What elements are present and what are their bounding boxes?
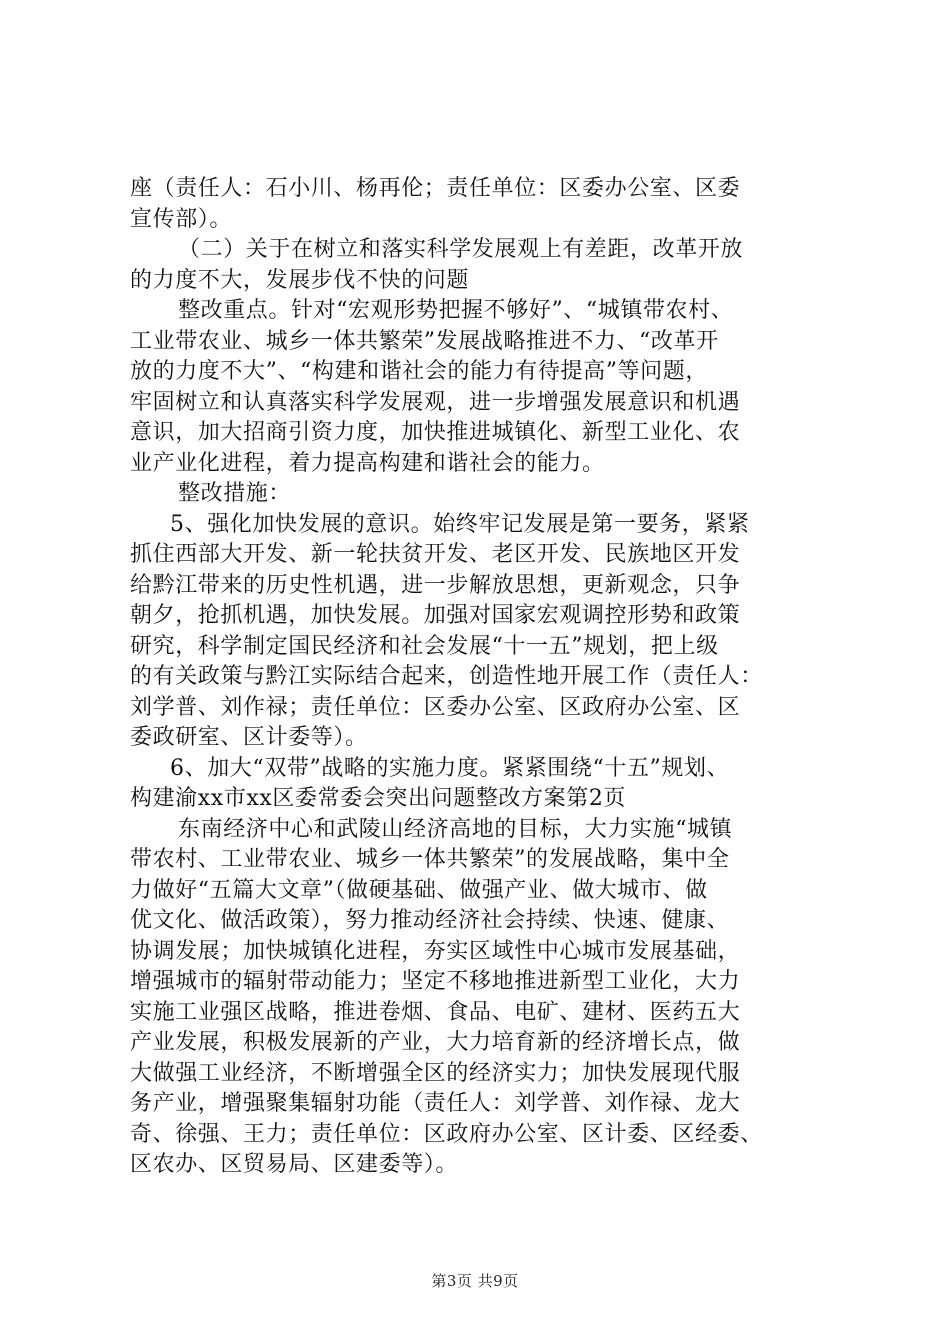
text-line: 放的力度不大”、“构建和谐社会的能力有待提高”等问题， <box>130 359 708 384</box>
text-line: 的有关政策与黔江实际结合起来，创造性地开展工作（责任人： <box>130 664 763 689</box>
document-body <box>130 174 830 1181</box>
text-line: 力做好“五篇大文章”（做硬基础、做强产业、做大城市、做 <box>130 877 708 903</box>
text-line: 东南经济中心和武陵山经济高地的目标，大力实施“城镇 <box>178 816 733 842</box>
text-line: 座（责任人：石小川、杨再伦；责任单位：区委办公室、区委 <box>130 176 741 201</box>
text-line: 产业发展，积极发展新的产业，大力培育新的经济增长点，做 <box>130 1030 741 1055</box>
text-line: 协调发展；加快城镇化进程，夯实区域性中心城市发展基础， <box>130 938 741 964</box>
text-line: 整改重点。针对“宏观形势把握不够好”、“城镇带农村、 <box>178 298 734 323</box>
text-line: 业产业化进程，着力提高构建和谐社会的能力。 <box>130 450 605 476</box>
text-line: 6、加大“双带”战略的实施力度。紧紧围绕“十五”规划、 <box>170 755 730 781</box>
text-line: 奇、徐强、王力；责任单位：区政府办公室、区计委、区经委、 <box>130 1121 763 1147</box>
section-heading-line: （二）关于在树立和落实科学发展观上有差距，改革开放 <box>178 237 744 262</box>
text-line: 意识，加大招商引资力度，加快推进城镇化、新型工业化、农 <box>130 420 741 445</box>
text-line: 委政研室、区计委等）。 <box>130 725 368 750</box>
text-line: 牢固树立和认真落实科学发展观，进一步增强发展意识和机遇 <box>130 389 741 415</box>
text-line: 工业带农业、城乡一体共繁荣”发展战略推进不力、“改革开 <box>130 328 719 354</box>
text-line: 给黔江带来的历史性机遇，进一步解放思想，更新观念，只争 <box>130 572 741 598</box>
text-line: 朝夕，抢抓机遇，加快发展。加强对国家宏观调控形势和政策 <box>130 603 741 628</box>
text-line: 宣传部）。 <box>130 206 233 232</box>
text-line: 务产业，增强聚集辐射功能（责任人：刘学普、刘作禄、龙大 <box>130 1091 741 1116</box>
section-heading-line: 的力度不大，发展步伐不快的问题 <box>130 267 470 293</box>
text-line: 增强城市的辐射带动能力；坚定不移地推进新型工业化，大力 <box>130 969 741 994</box>
text-line: 优文化、做活政策），努力推动经济社会持续、快速、健康、 <box>130 908 730 933</box>
text-line: 大做强工业经济，不断增强全区的经济实力；加快发展现代服 <box>130 1060 741 1086</box>
text-line: 构建渝xx市xx区委常委会突出问题整改方案第2页 <box>130 786 627 811</box>
text-line: 整改措施： <box>178 481 292 506</box>
text-line: 5、强化加快发展的意识。始终牢记发展是第一要务，紧紧 <box>170 511 750 537</box>
text-line: 带农村、工业带农业、城乡一体共繁荣”的发展战略，集中全 <box>130 847 730 872</box>
text-line: 抓住西部大开发、新一轮扶贫开发、老区开发、民族地区开发 <box>130 542 741 567</box>
page-number-footer: 第3页 共9页 <box>431 1272 519 1290</box>
text-line: 区农办、区贸易局、区建委等）。 <box>130 1152 459 1177</box>
text-line: 研究，科学制定国民经济和社会发展“十一五”规划，把上级 <box>130 633 719 659</box>
text-line: 实施工业强区战略，推进卷烟、食品、电矿、建材、医药五大 <box>130 999 741 1025</box>
text-line: 刘学普、刘作禄；责任单位：区委办公室、区政府办公室、区 <box>130 694 741 720</box>
